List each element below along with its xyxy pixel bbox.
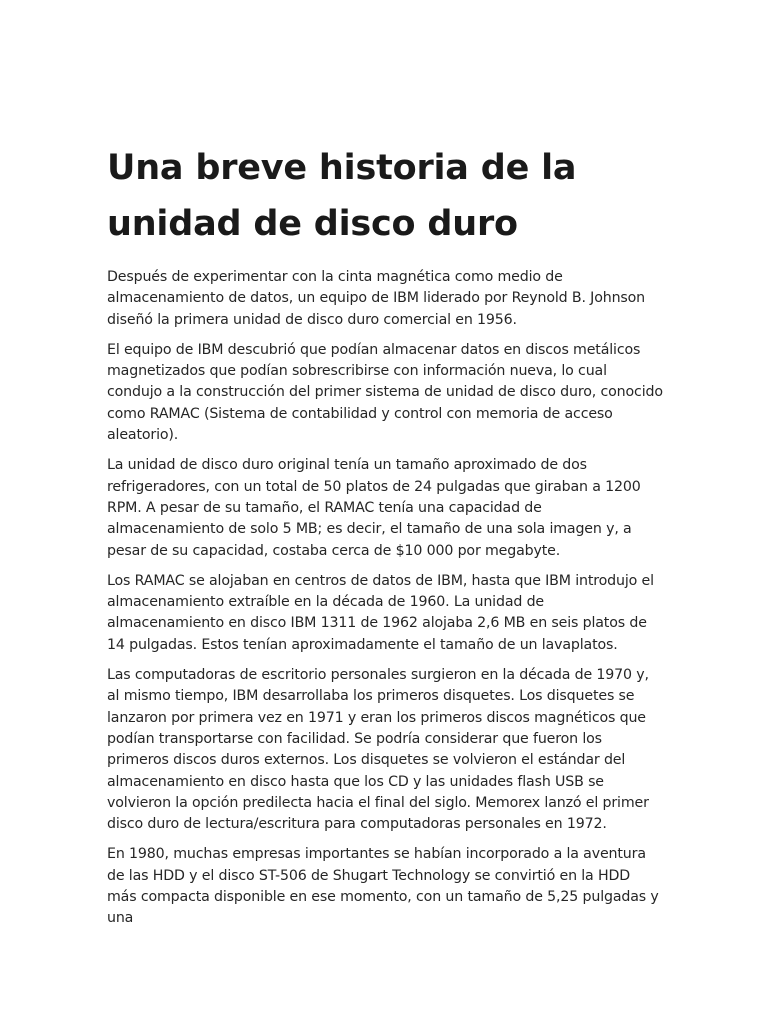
paragraph-5: Las computadoras de escritorio personales surgieron en la década de 1970 y, al mismo tiempo, IBM desarrollaba los primeros disquetes. Los disquetes se lanzaron por primera vez en 1971 y eran los primeros discos magnéticos que podían transportarse con facilidad. Se podría considerar que fueron los primeros discos duros externos. Los disquetes se volvieron el estándar del almacenamiento en disco hasta que los CD y las unidades flash USB se volvieron la opción predilecta hacia el final del siglo. Memorex lanzó el primer disco duro de lectura/escritura para computadoras personales en 1972. — [107, 667, 649, 833]
paragraph-2: El equipo de IBM descubrió que podían almacenar datos en discos metálicos magnetizados que podían sobrescribirse con información nueva, lo cual condujo a la construcción del primer sistema de unidad de disco duro, conocido como RAMAC (Sistema de contabilidad y control con memoria de acceso aleatorio). — [107, 341, 663, 444]
document-title: Una breve historia de la unidad de disco duro — [107, 148, 577, 244]
paragraph-6: En 1980, muchas empresas importantes se habían incorporado a la aventura de las HDD y el disco ST-506 de Shugart Technology se convirtió en la HDD más compacta disponible en ese momento, con un tamaño de 5,25 pulgadas y una — [107, 846, 659, 927]
paragraph-3: La unidad de disco duro original tenía un tamaño aproximado de dos refrigeradores, con un total de 50 platos de 24 pulgadas que giraban a 1200 RPM. A pesar de su tamaño, el RAMAC tenía una capacidad de almacenamiento de solo 5 MB; es decir, el tamaño de una sola imagen y, a pesar de su capacidad, costaba cerca de $10 000 por megabyte. — [107, 457, 641, 559]
document-page — [107, 140, 663, 939]
paragraph-1: Después de experimentar con la cinta magnética como medio de almacenamiento de datos, un equipo de IBM liderado por Reynold B. Johnson diseñó la primera unidad de disco duro comercial en 1956. — [107, 269, 646, 328]
paragraph-4: Los RAMAC se alojaban en centros de datos de IBM, hasta que IBM introdujo el almacenamiento extraíble en la década de 1960. La unidad de almacenamiento en disco IBM 1311 de 1962 alojaba 2,6 MB en seis platos de 14 pulgadas. Estos tenían aproximadamente el tamaño de un lavaplatos. — [107, 572, 654, 653]
